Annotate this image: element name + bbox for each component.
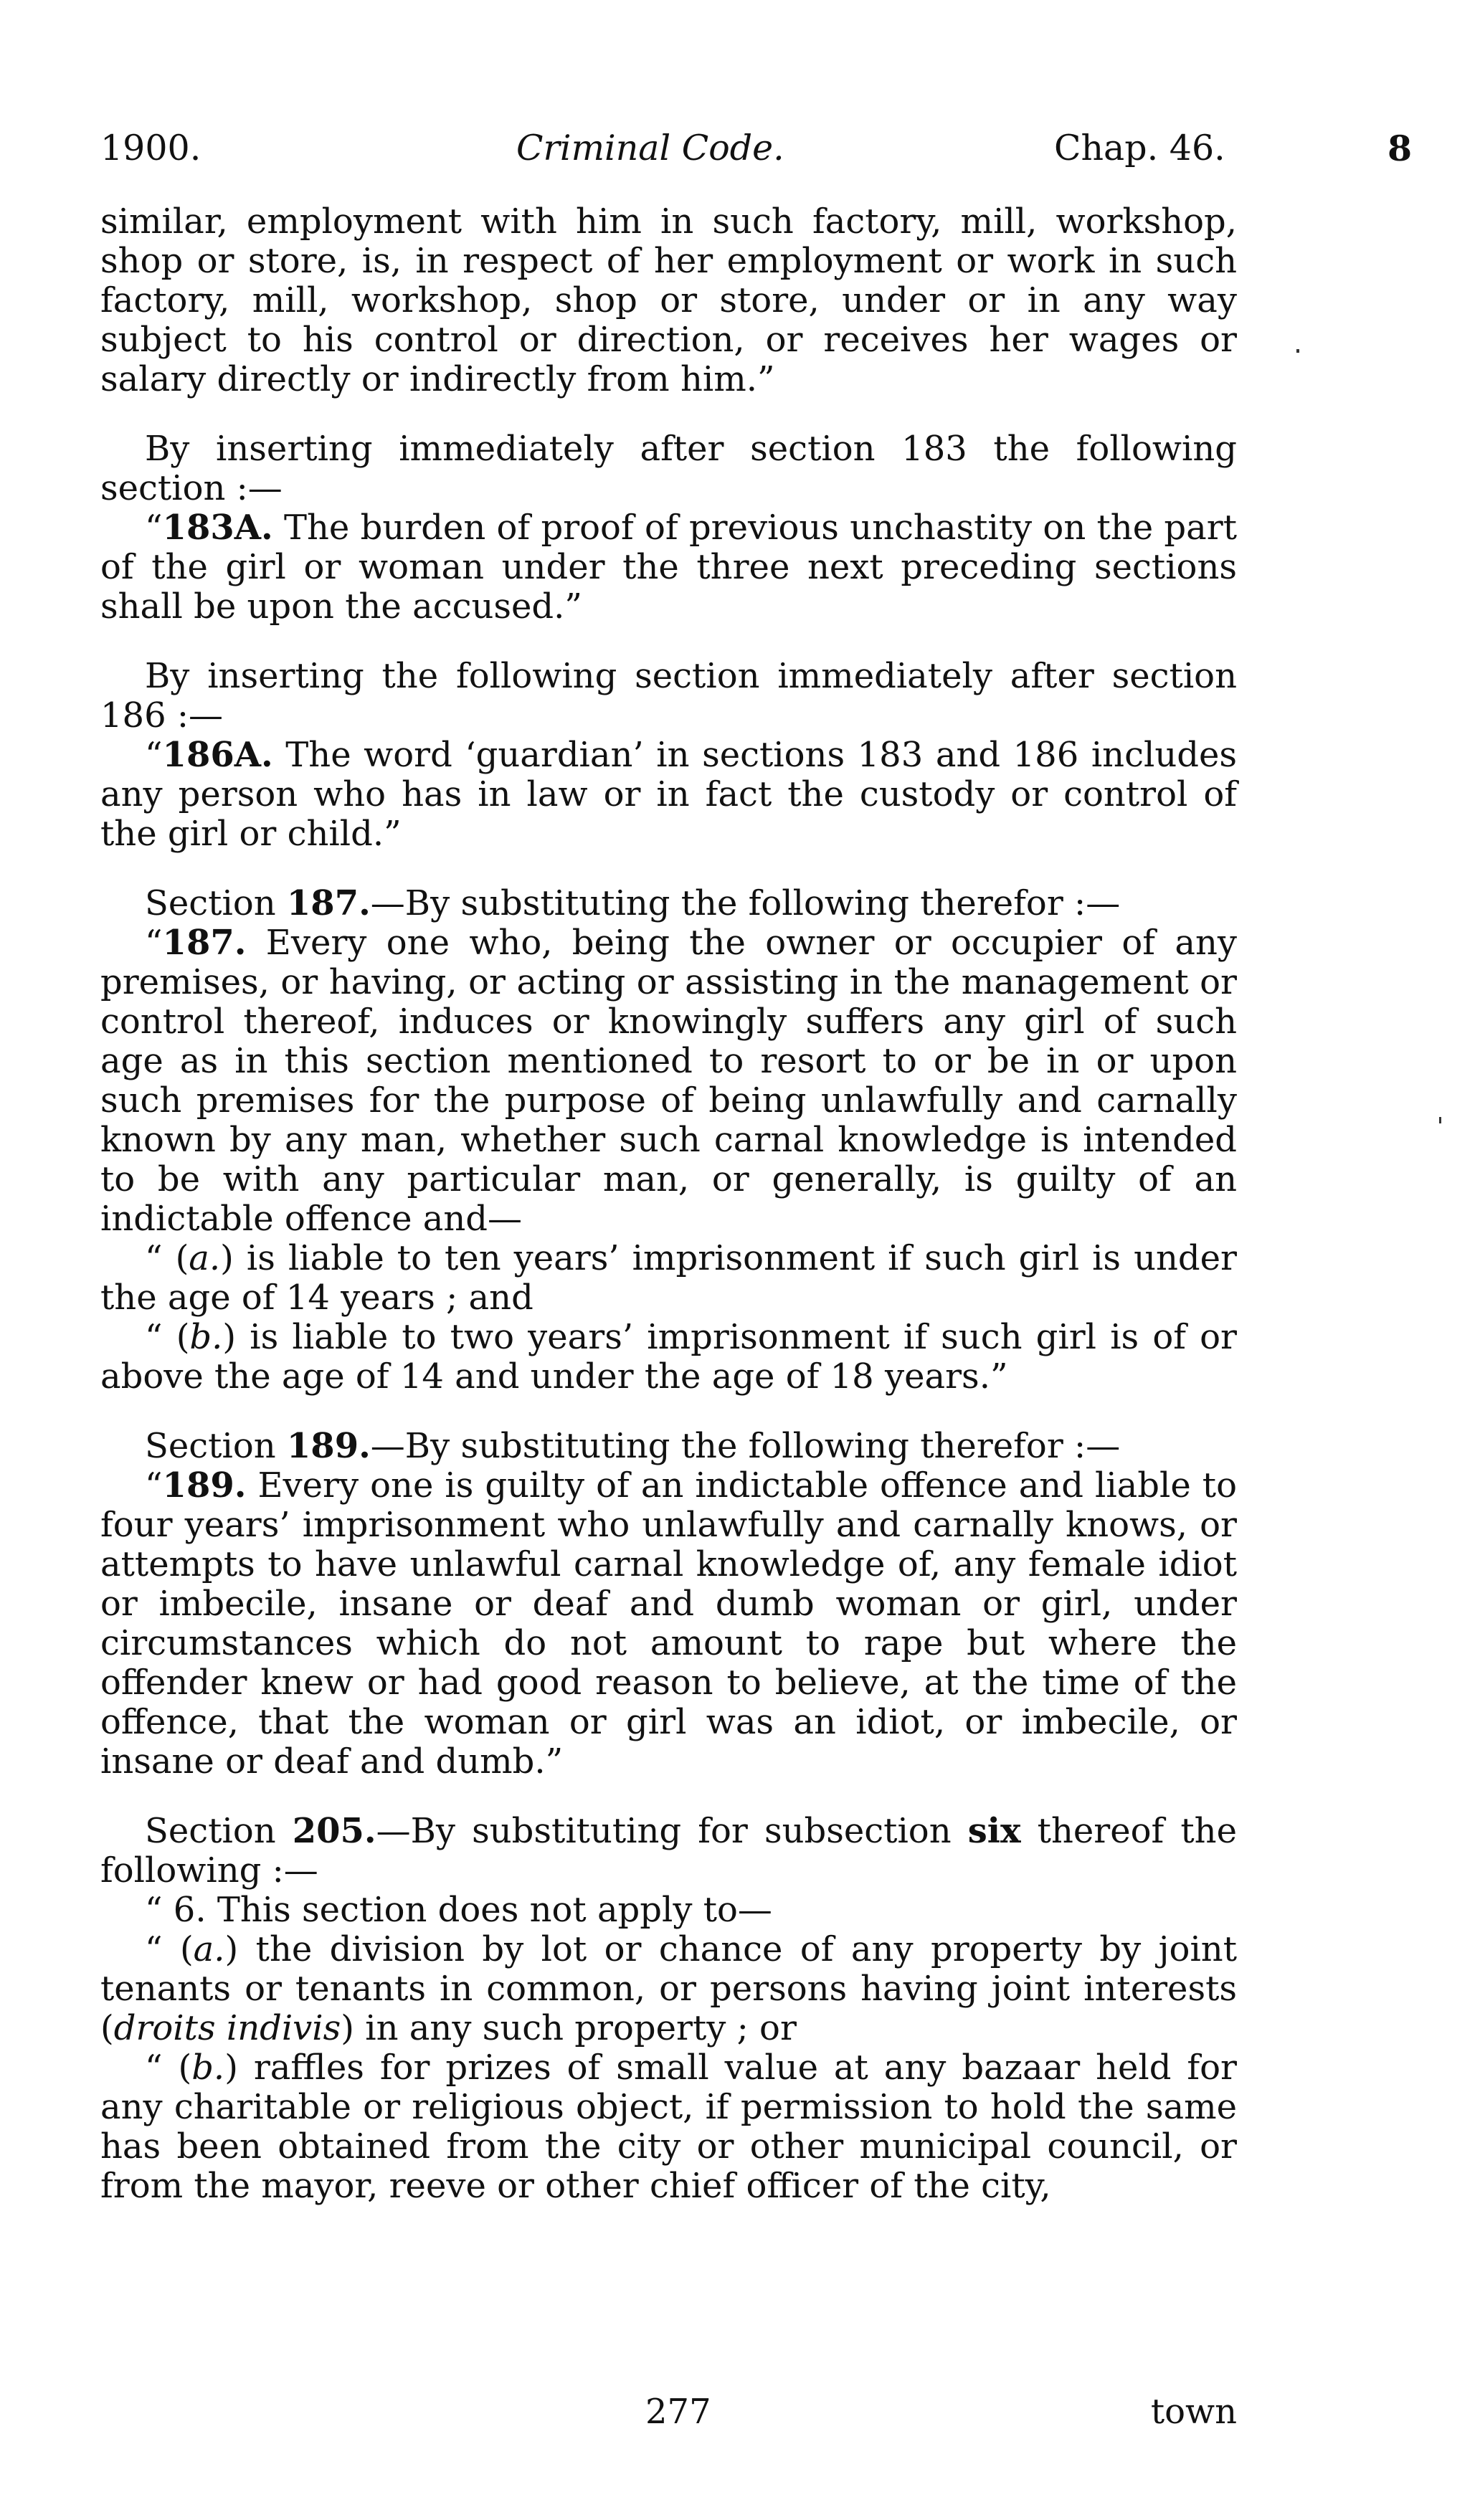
- intro-text: —By substituting the following therefor :—: [370, 1426, 1121, 1466]
- clause-205-b: [100, 2048, 1237, 2206]
- intro-text: thereof the following :—: [100, 1811, 1238, 1891]
- header-page-number: 8: [1388, 128, 1413, 169]
- amended-section-number: 187.: [286, 883, 371, 923]
- header-title: Criminal Code.: [516, 128, 784, 168]
- catchword: town: [1150, 2392, 1237, 2432]
- section-number-186a: 186A.: [162, 735, 273, 775]
- clause-187-b: [100, 1318, 1237, 1397]
- continued-paragraph: similar, employment with him in such factory, mill, workshop, shop or store, is, in respect of her employment or work in such factory, mill, workshop, shop or store, under or in any way subject to his control or direction, or receives her wages or salary directly or indirectly from him.”: [100, 201, 1237, 399]
- subsection-word: six: [967, 1811, 1021, 1851]
- subsection-6: “ 6. This section does not apply to—: [145, 1890, 772, 1930]
- amendment-205-intro: [100, 1812, 1237, 1891]
- clause-open: “ (: [145, 1317, 190, 1357]
- section-189-body: Every one is guilty of an indictable offence and liable to four years’ imprisonment who unlawfully and carnally knows, or attempts to have unlawful carnal knowledge of, any female idiot or imbecile, insane or deaf and dumb woman or girl, under circumstances which do not amount to rape but where the offender knew or had good reason to believe, at the time of the offence, that the woman or girl was an idiot, or imbecile, or insane or deaf and dumb.”: [100, 1465, 1237, 1782]
- latin-term: droits indivis: [113, 2008, 341, 2048]
- quote-open: “: [145, 508, 163, 548]
- section-186a: [100, 736, 1237, 854]
- amendment-186a-intro: By inserting the following section immediately after section 186 :—: [100, 656, 1237, 736]
- print-speck: [1439, 1117, 1441, 1123]
- section-187: [100, 923, 1237, 1239]
- clause-187-a: [100, 1239, 1237, 1318]
- section-183a: [100, 508, 1237, 627]
- section-number-183a: 183A.: [162, 508, 273, 548]
- clause-open: “ (: [145, 1238, 189, 1278]
- header-chapter: Chap. 46.: [1054, 128, 1225, 168]
- clause-letter: b.: [189, 1317, 223, 1357]
- clause-body: ) in any such property ; or: [341, 2008, 797, 2048]
- section-186a-body: The word ‘guardian’ in sections 183 and 186 includes any person who has in law or in fact the custody or control of the girl or child.”: [100, 735, 1237, 854]
- clause-205-a: [100, 1930, 1237, 2048]
- print-speck: [1296, 349, 1299, 353]
- clause-body: ) is liable to two years’ imprisonment if such girl is of or above the age of 14 and under the age of 18 years.”: [100, 1317, 1237, 1397]
- clause-letter: a.: [193, 1929, 225, 1969]
- body-text: [100, 202, 1237, 2206]
- intro-text: Section: [145, 1811, 293, 1851]
- clause-letter: a.: [189, 1238, 221, 1278]
- amended-section-number: 189.: [286, 1426, 371, 1466]
- section-number-189: 189.: [162, 1465, 247, 1506]
- clause-open: “ (: [145, 2048, 192, 2088]
- amendment-183a-intro: By inserting immediately after section 183 the following section :—: [100, 429, 1237, 508]
- section-189: [100, 1466, 1237, 1782]
- quote-open: “: [145, 1465, 163, 1506]
- amendment-189-intro: [100, 1427, 1237, 1466]
- quote-open: “: [145, 923, 163, 963]
- folio-number: 277: [645, 2392, 711, 2432]
- clause-body: ) the division by lot or chance of any property by joint tenants or tenants in common, or persons having joint interests (: [100, 1929, 1237, 2048]
- page-footer: [100, 2392, 1237, 2435]
- clause-open: “ (: [145, 1929, 194, 1969]
- section-183a-body: The burden of proof of previous unchastity on the part of the girl or woman under the three next preceding sections shall be upon the accused.”: [100, 508, 1237, 627]
- clause-body: ) raffles for prizes of small value at any bazaar held for any charitable or religious object, if permission to hold the same has been obtained from the city or other municipal council, or from the mayor, reeve or other chief officer of the city,: [100, 2048, 1237, 2206]
- intro-text: Section: [145, 883, 287, 923]
- amendment-187-intro: [100, 884, 1237, 923]
- intro-text: Section: [145, 1426, 287, 1466]
- amended-section-number: 205.: [292, 1811, 376, 1851]
- quote-open: “: [145, 735, 163, 775]
- intro-text: —By substituting the following therefor :—: [370, 883, 1121, 923]
- section-number-187: 187.: [162, 923, 247, 963]
- running-header: [100, 128, 1413, 178]
- header-year: 1900.: [100, 128, 201, 168]
- clause-letter: b.: [191, 2048, 225, 2088]
- section-187-body: Every one who, being the owner or occupier of any premises, or having, or acting or assisting in the management or control thereof, induces or knowingly suffers any girl of such age as in this section mentioned to resort to or be in or upon such premises for the purpose of being unlawfully and carnally known by any man, whether such carnal knowledge is intended to be with any particular man, or generally, is guilty of an indictable offence and—: [100, 923, 1237, 1239]
- clause-body: ) is liable to ten years’ imprisonment if such girl is under the age of 14 years ; and: [100, 1238, 1237, 1318]
- intro-text: —By substituting for subsection: [376, 1811, 968, 1851]
